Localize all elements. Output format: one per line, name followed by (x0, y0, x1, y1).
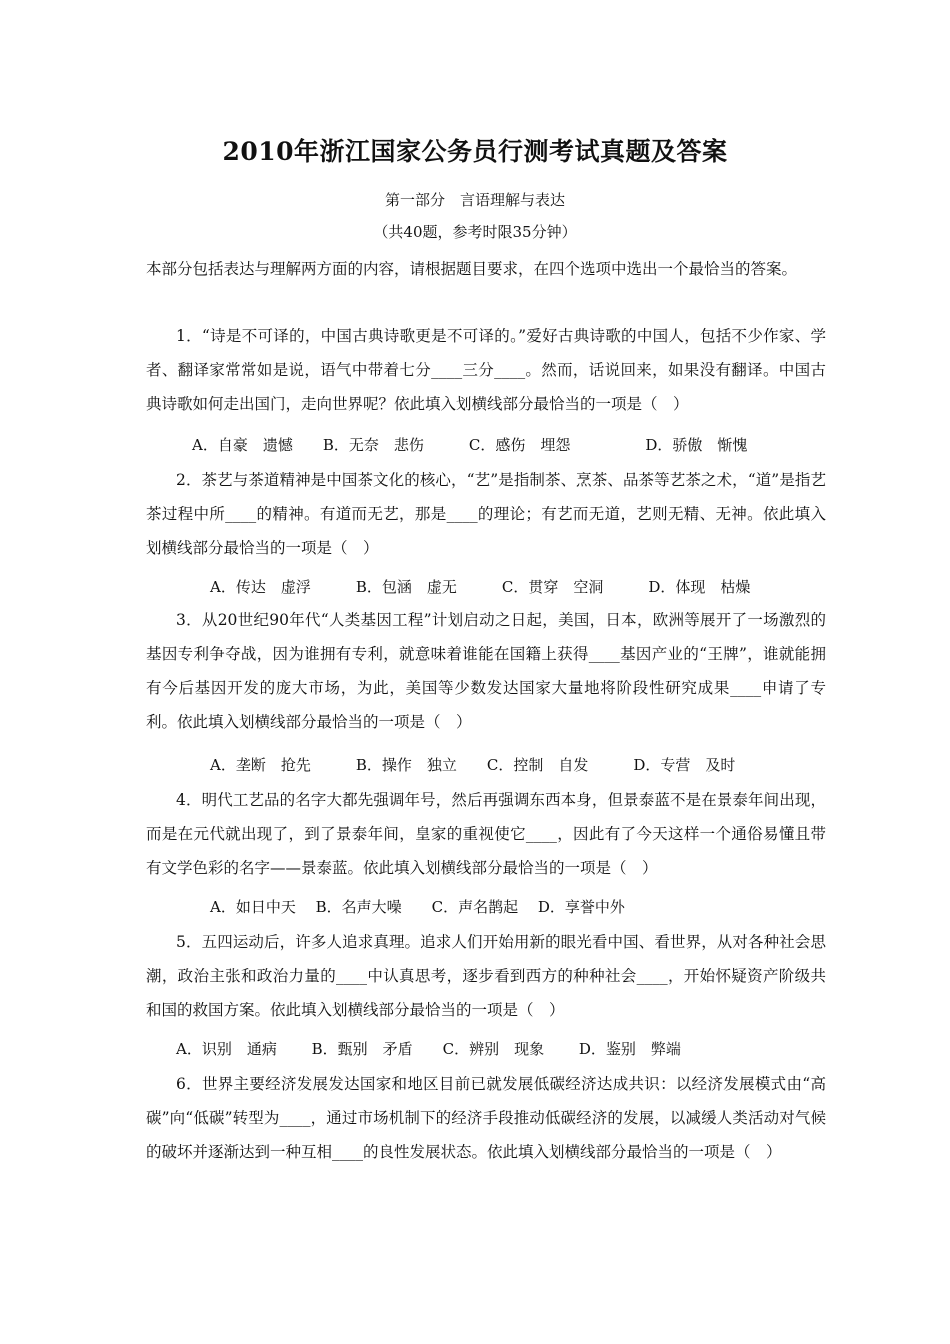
question-4: 4．明代工艺品的名字大都先强调年号，然后再强调东西本身，但景泰蓝不是在景泰年间出现，而是在元代就出现了，到了景泰年间，皇家的重视使它____，因此有了今天这样一个通俗易懂且带有文学色彩的名字——景泰蓝。依此填入划横线部分最恰当的一项是（ ） (146, 791, 826, 877)
question-3-options: A．垄断 抢先 B．操作 独立 C．控制 自发 D．专营 及时 (210, 756, 736, 774)
question-4-options: A．如日中天 B．名声大噪 C．声名鹊起 D．享誉中外 (210, 898, 625, 916)
question-1: 1．“诗是不可译的，中国古典诗歌更是不可译的。”爱好古典诗歌的中国人，包括不少作家、学者、翻译家常常如是说，语气中带着七分____三分____。然而，话说回来，如果没有翻译。中国古典诗歌如何走出国门，走向世界呢？依此填入划横线部分最恰当的一项是（ ） (146, 327, 826, 413)
section-heading: 第一部分 言语理解与表达 (384, 191, 565, 209)
question-5: 5．五四运动后，许多人追求真理。追求人们开始用新的眼光看中国、看世界，从对各种社会思潮，政治主张和政治力量的____中认真思考，逐步看到西方的种种社会____，开始怀疑资产阶级共和国的救国方案。依此填入划横线部分最恰当的一项是（ ） (146, 933, 826, 1019)
question-3: 3．从20世纪90年代“人类基因工程”计划启动之日起，美国，日本，欧洲等展开了一场激烈的基因专利争夺战，因为谁拥有专利，就意味着谁能在国籍上获得____基因产业的“王牌”，谁就能拥有今后基因开发的庞大市场，为此，美国等少数发达国家大量地将阶段性研究成果____申请了专利。依此填入划横线部分最恰当的一项是（ ） (146, 611, 826, 731)
question-5-options: A．识别 通病 B．甄别 矛盾 C．辨别 现象 D．鉴别 弊端 (176, 1040, 681, 1058)
question-2: 2．茶艺与茶道精神是中国茶文化的核心，“艺”是指制茶、烹茶、品茶等艺茶之术，“道”是指艺茶过程中所____的精神。有道而无艺，那是____的理论；有艺而无道，艺则无精、无神。依此填入划横线部分最恰当的一项是（ ） (146, 471, 826, 557)
page-title: 2010年浙江国家公务员行测考试真题及答案 (222, 137, 728, 166)
question-1-options: A．自豪 遗憾 B．无奈 悲伤 C．感伤 埋怨 D．骄傲 惭愧 (192, 436, 748, 454)
section-intro: 本部分包括表达与理解两方面的内容，请根据题目要求，在四个选项中选出一个最恰当的答案。 (146, 260, 798, 278)
question-2-options: A．传达 虚浮 B．包涵 虚无 C．贯穿 空洞 D．体现 枯燥 (210, 578, 751, 596)
question-6: 6．世界主要经济发展发达国家和地区目前已就发展低碳经济达成共识：以经济发展模式由“高碳”向“低碳”转型为____，通过市场机制下的经济手段推动低碳经济的发展，以减缓人类活动对气候的破坏并逐渐达到一种互相____的良性发展状态。依此填入划横线部分最恰当的一项是（ ） (146, 1075, 826, 1161)
section-note: （共40题，参考时限35分钟） (373, 223, 577, 241)
